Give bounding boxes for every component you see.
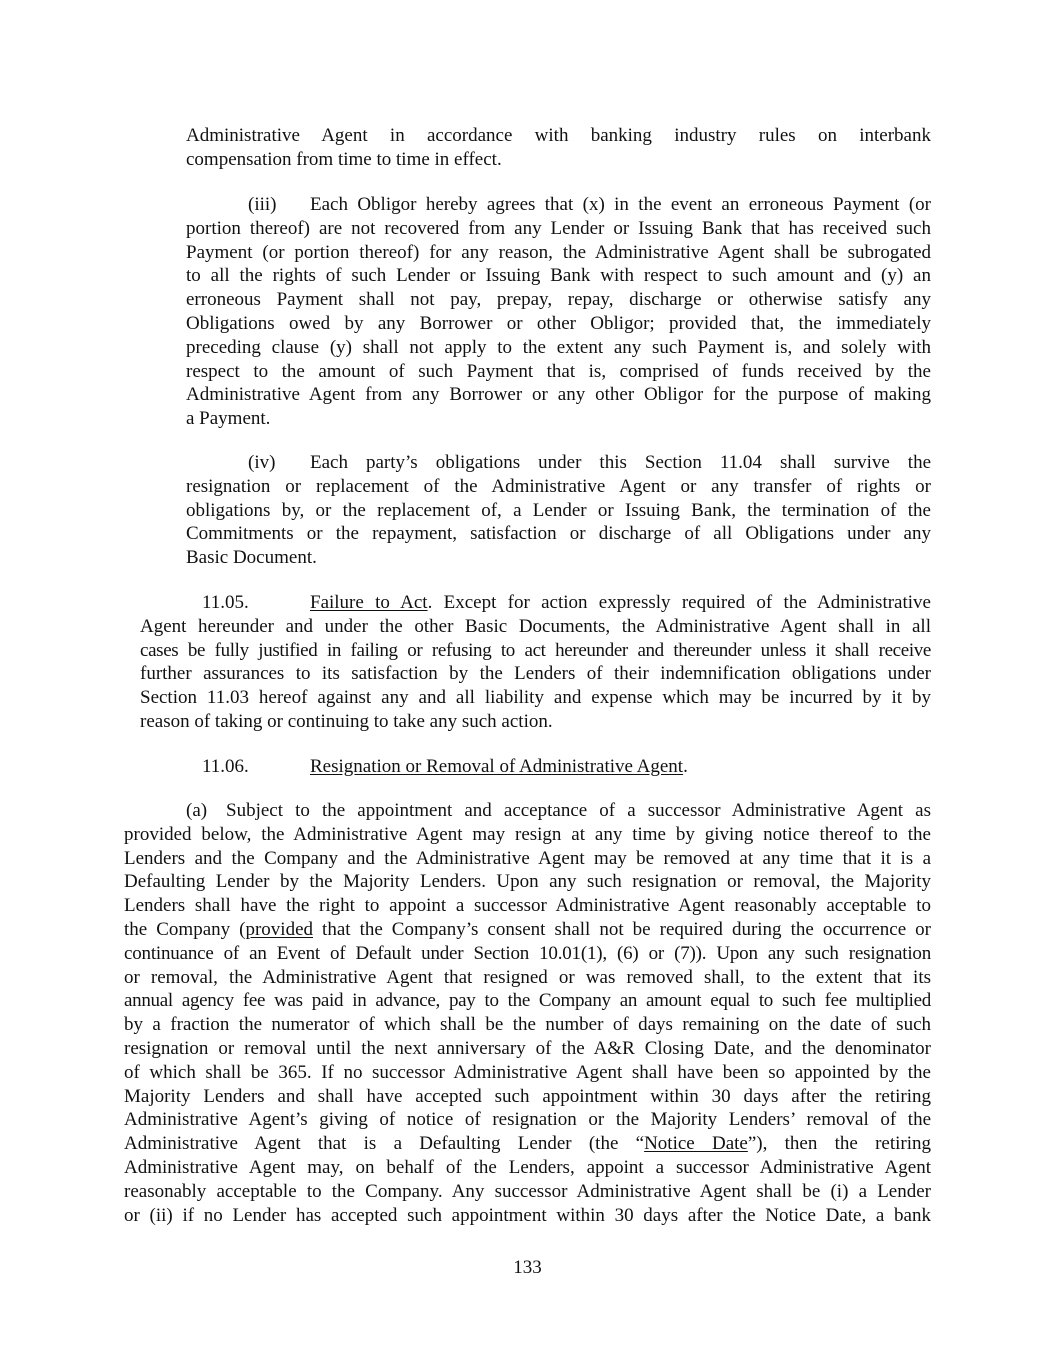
text-line: Payment (or portion thereof) for any reason, the Administrative Agent shall be subrogated [186,241,931,263]
defined-term-provided: provided [245,918,314,940]
text-line: Agent hereunder and under the other Basic Documents, the Administrative Agent shall in all [140,615,931,637]
text-line: Defaulting Lender by the Majority Lenders. Upon any such resignation or removal, the Majority [124,871,931,893]
text-line: Administrative Agent from any Borrower or any other Obligor for the purpose of making [186,384,931,406]
text-line: Lenders and the Company and the Administrative Agent may be removed at any time that it is a [124,847,931,869]
section-heading: Failure to Act [310,592,428,613]
section-heading: Resignation or Removal of Administrative Agent [310,756,684,777]
text-line: to all the rights of such Lender or Issuing Bank with respect to such amount and (y) an [186,265,931,287]
text-line: Administrative Agent may, on behalf of the Lenders, appoint a successor Administrative Agent [124,1156,931,1178]
text-line: compensation from time to time in effect. [186,148,502,170]
text-line: a Payment. [186,408,271,430]
text-line: the Company (provided that the Company’s consent shall not be required during the occurrence or [124,918,931,940]
paragraph-iv [186,451,931,570]
text-line: reasonably acceptable to the Company. Any successor Administrative Agent shall be (i) a Lender [124,1180,931,1202]
text-line: respect to the amount of such Payment that is, comprised of funds received by the [186,360,931,382]
text-line: preceding clause (y) shall not apply to the extent any such Payment is, and solely with [186,336,931,358]
page-number: 133 [513,1257,542,1278]
text-line: Administrative Agent’s giving of notice of resignation or the Majority Lenders’ removal of the [124,1109,931,1131]
text-line: continuance of an Event of Default under Section 10.01(1), (6) or (7)). Upon any such resignation [124,942,931,964]
text-line: Lenders shall have the right to appoint a successor Administrative Agent reasonably acceptable to [124,895,931,917]
text-line: portion thereof) are not recovered from any Lender or Issuing Bank that has received such [186,217,931,239]
text-line: (a) Subject to the appointment and acceptance of a successor Administrative Agent as [186,800,931,821]
text-line: Section 11.03 hereof against any and all liability and expense which may be incurred by it by [140,687,931,709]
text-line: 11.05. Failure to Act. Except for action expressly required of the Administrative [202,592,931,613]
text-line: (iii) Each Obligor hereby agrees that (x) in the event an erroneous Payment (or [248,194,931,215]
text-line: annual agency fee was paid in advance, pay to the Company an amount equal to such fee multiplied [124,990,931,1012]
paragraph-intro [186,124,931,172]
text-line: or (ii) if no Lender has accepted such appointment within 30 days after the Notice Date, a bank [124,1204,931,1226]
defined-term-notice-date: Notice Date [644,1133,748,1155]
text-line: of which shall be 365. If no successor Administrative Agent shall have been so appointed by the [124,1061,931,1083]
text-line: resignation or removal until the next anniversary of the A&R Closing Date, and the denominator [124,1037,931,1059]
text-line: Basic Document. [186,547,317,569]
text-line: cases be fully justified in failing or refusing to act hereunder and thereunder unless it shall receive [140,639,931,661]
paragraph-iii [186,193,931,431]
text-line: Obligations owed by any Borrower or other Obligor; provided that, the immediately [186,312,931,334]
clause-marker: (a) [186,800,208,821]
paragraph-a [124,799,931,1227]
text-line: reason of taking or continuing to take any such action. [140,710,553,732]
text-line: erroneous Payment shall not pay, prepay, repay, discharge or otherwise satisfy any [186,289,931,311]
text-line: or removal, the Administrative Agent that resigned or was removed shall, to the extent that its [124,966,931,988]
text-line: Administrative Agent in accordance with banking industry rules on interbank [186,125,931,146]
text-line: obligations by, or the replacement of, a Lender or Issuing Bank, the termination of the [186,499,931,521]
section-11-06-heading [202,755,931,779]
text-line: resignation or replacement of the Administrative Agent or any transfer of rights or [186,475,931,497]
text-line: provided below, the Administrative Agent may resign at any time by giving notice thereof to the [124,823,931,845]
clause-marker: (iii) [248,194,277,215]
text-line: Administrative Agent that is a Defaulting Lender (the “Notice Date”), then the retiring [124,1133,931,1155]
text-line: (iv) Each party’s obligations under this Section 11.04 shall survive the [248,452,931,473]
clause-marker: (iv) [248,452,276,473]
section-number: 11.06. [202,756,249,777]
section-11-05 [140,591,931,734]
text-line: Commitments or the repayment, satisfaction or discharge of all Obligations under any [186,523,931,545]
text-line: Majority Lenders and shall have accepted such appointment within 30 days after the retiring [124,1085,931,1107]
section-number: 11.05. [202,592,249,613]
text-line: by a fraction the numerator of which shall be the number of days remaining on the date of such [124,1014,931,1036]
text-line: 11.06. Resignation or Removal of Administrative Agent. [202,756,688,777]
text-line: further assurances to its satisfaction by the Lenders of their indemnification obligations under [140,663,931,685]
